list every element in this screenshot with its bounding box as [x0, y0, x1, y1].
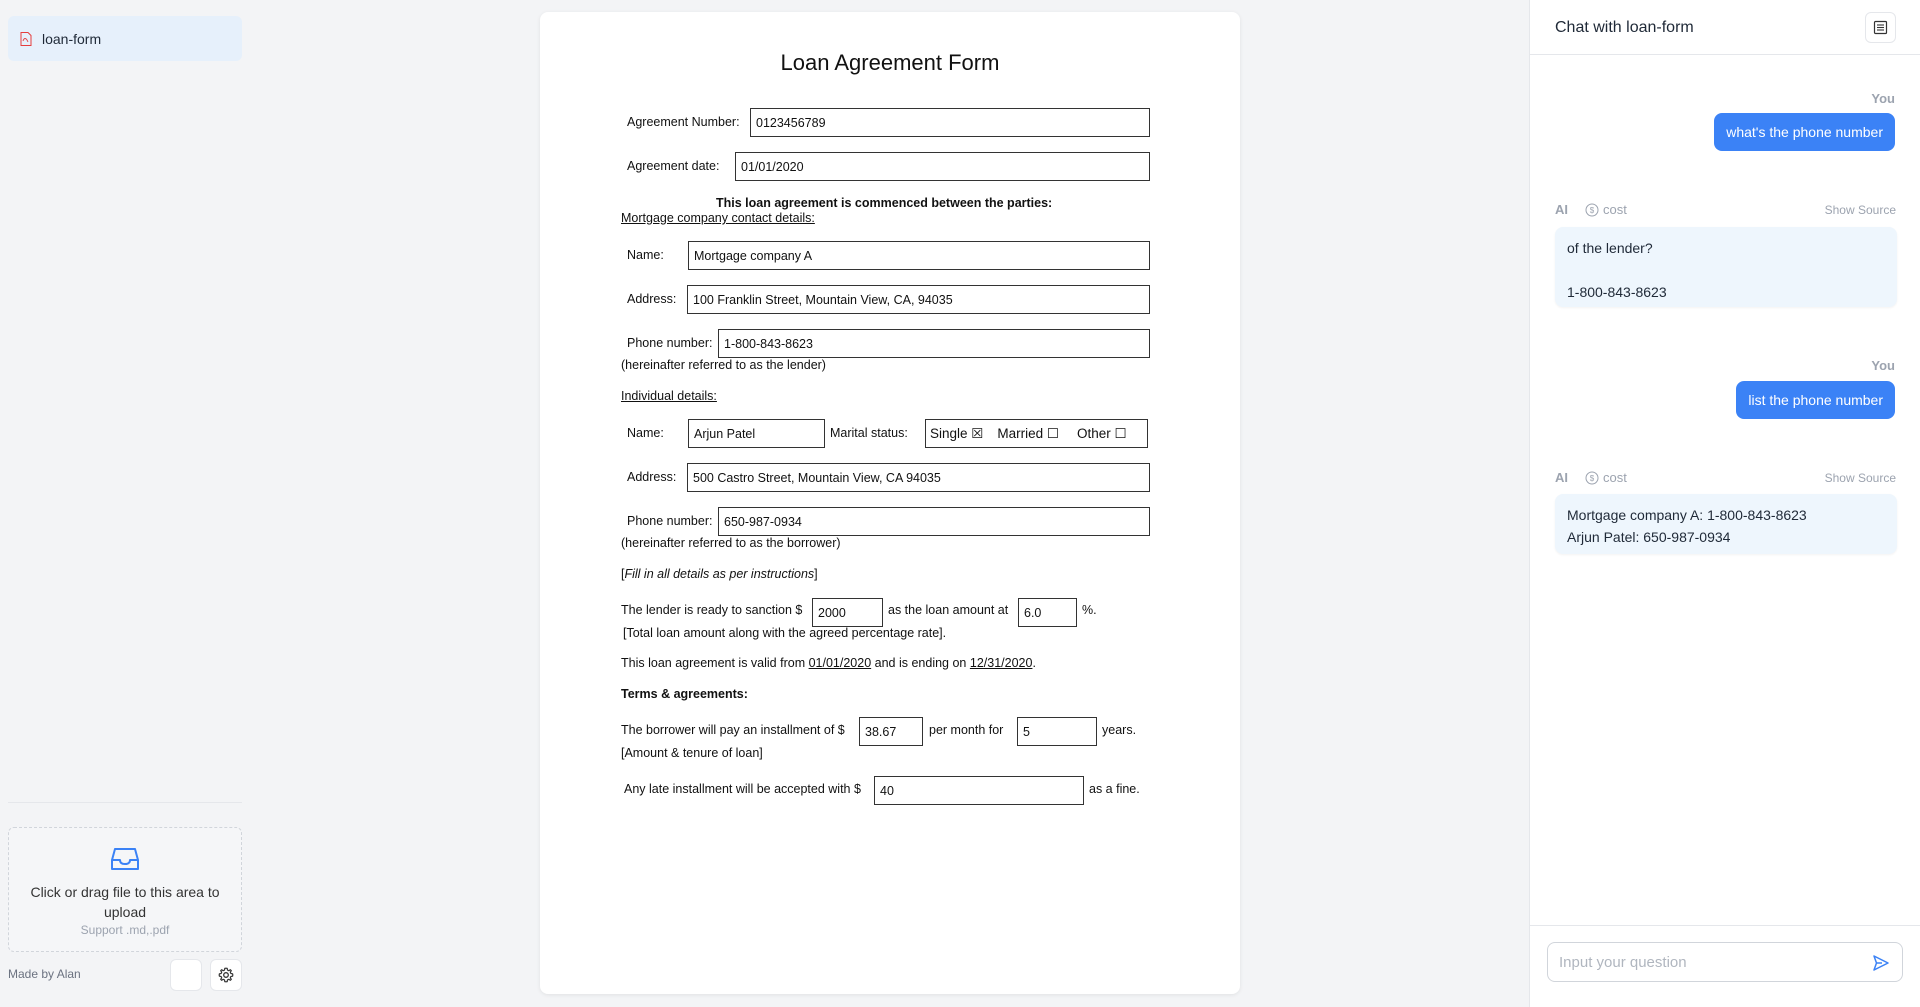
years-field: 5: [1017, 717, 1097, 746]
installment-label: The borrower will pay an installment of $: [621, 723, 845, 737]
fill-note-open: [: [621, 567, 625, 581]
pdf-document-page: [540, 12, 1240, 994]
sidebar-divider: [8, 802, 242, 803]
user-message: what's the phone number: [1714, 113, 1895, 151]
loan-amount-at-label: as the loan amount at: [888, 603, 1009, 617]
valid-from-date: 01/01/2020: [808, 656, 872, 670]
user-label: You: [1871, 358, 1895, 373]
ai-message-line: Mortgage company A: 1-800-843-8623: [1567, 507, 1807, 523]
send-button[interactable]: [1870, 952, 1892, 974]
lender-name-label: Name:: [627, 248, 664, 262]
fill-note-close: ]: [814, 567, 818, 581]
ai-message: [1555, 494, 1897, 554]
show-source-link[interactable]: Show Source: [1824, 203, 1896, 217]
dollar-circle-icon: [1585, 203, 1599, 217]
chat-panel: [1529, 0, 1920, 1007]
lender-section-heading: Mortgage company contact details:: [621, 211, 815, 225]
ai-message-line: Arjun Patel: 650-987-0934: [1567, 529, 1731, 545]
lender-address-label: Address:: [627, 292, 677, 306]
borrower-note: (hereinafter referred to as the borrower): [621, 536, 841, 550]
marital-married: Married ☐: [997, 425, 1060, 441]
upload-text: Click or drag file to this area to upload: [30, 884, 220, 920]
sidebar: [0, 0, 250, 1007]
lender-name-field: Mortgage company A: [688, 241, 1150, 270]
cost-label: cost: [1603, 202, 1627, 217]
marital-other: Other ☐: [1077, 425, 1127, 441]
lender-phone-field: 1-800-843-8623: [718, 329, 1150, 358]
ai-message-line: of the lender?: [1567, 240, 1653, 256]
total-loan-note: [Total loan amount along with the agreed percentage rate].: [623, 626, 947, 640]
borrower-phone-field: 650-987-0934: [718, 507, 1150, 536]
percent-label: %.: [1082, 603, 1097, 617]
ai-label: AI: [1555, 202, 1568, 217]
lender-address-field: 100 Franklin Street, Mountain View, CA, 94035: [687, 285, 1150, 314]
fine-field: 40: [874, 776, 1084, 805]
valid-to-date: 12/31/2020: [969, 656, 1033, 670]
marital-status-field: [925, 419, 1148, 448]
valid-end: .: [1032, 656, 1036, 670]
borrower-name-label: Name:: [627, 426, 664, 440]
agreement-number-label: Agreement Number:: [627, 115, 740, 129]
sanction-amount-field: 2000: [812, 598, 883, 627]
settings-button[interactable]: [210, 959, 242, 991]
late-installment-label: Any late installment will be accepted with $: [624, 782, 861, 796]
per-month-label: per month for: [929, 723, 1004, 737]
blank-button[interactable]: [170, 959, 202, 991]
inbox-icon: [111, 846, 139, 872]
marital-single: Single ☒: [930, 425, 984, 441]
document-list-button[interactable]: [1865, 12, 1896, 43]
valid-pre: This loan agreement is valid from: [621, 656, 806, 670]
show-source-link[interactable]: Show Source: [1824, 471, 1896, 485]
cost-indicator[interactable]: [1585, 470, 1627, 485]
chat-header: [1530, 0, 1920, 55]
agreement-number-field: 0123456789: [750, 108, 1150, 137]
sanction-label: The lender is ready to sanction $: [621, 603, 803, 617]
ai-label: AI: [1555, 470, 1568, 485]
gear-icon: [218, 967, 234, 983]
made-by-label: Made by Alan: [8, 967, 81, 981]
fill-instructions-note: [621, 567, 818, 581]
chat-title: Chat with loan-form: [1555, 19, 1694, 36]
user-message: list the phone number: [1736, 381, 1895, 419]
borrower-phone-label: Phone number:: [627, 514, 713, 528]
terms-heading: Terms & agreements:: [621, 687, 748, 701]
upload-hint: Support .md,.pdf: [80, 923, 170, 937]
dollar-circle-icon: [1585, 471, 1599, 485]
borrower-address-field: 500 Castro Street, Mountain View, CA 94035: [687, 463, 1150, 492]
ai-message-header: [1555, 470, 1896, 486]
parties-heading: This loan agreement is commenced between the parties:: [716, 196, 1053, 210]
file-item-loan-form[interactable]: [8, 16, 242, 61]
validity-sentence: [621, 656, 1036, 670]
ai-message-header: [1555, 202, 1896, 218]
document-title: Loan Agreement Form: [780, 50, 1000, 75]
ai-message: [1555, 227, 1897, 307]
cost-label: cost: [1603, 470, 1627, 485]
file-name: loan-form: [42, 30, 102, 47]
ai-message-line: 1-800-843-8623: [1567, 284, 1667, 300]
send-icon: [1872, 954, 1890, 972]
fine-suffix: as a fine.: [1089, 782, 1140, 796]
pdf-file-icon: [20, 32, 32, 46]
rate-field: 6.0: [1018, 598, 1077, 627]
installment-field: 38.67: [859, 717, 923, 746]
valid-mid: and is ending on: [874, 656, 967, 670]
list-icon: [1873, 20, 1888, 35]
cost-indicator[interactable]: [1585, 202, 1627, 217]
svg-text:$: $: [1589, 205, 1595, 215]
years-label: years.: [1102, 723, 1137, 737]
user-label: You: [1871, 91, 1895, 106]
lender-note: (hereinafter referred to as the lender): [621, 358, 826, 372]
agreement-date-field: 01/01/2020: [735, 152, 1150, 181]
borrower-name-field: Arjun Patel: [688, 419, 825, 448]
marital-status-label: Marital status:: [830, 426, 908, 440]
borrower-address-label: Address:: [627, 470, 677, 484]
amount-tenure-note: [Amount & tenure of loan]: [621, 746, 763, 760]
svg-text:$: $: [1589, 473, 1595, 483]
individual-section-heading: Individual details:: [621, 389, 717, 403]
upload-dropzone[interactable]: [8, 827, 242, 952]
lender-phone-label: Phone number:: [627, 336, 713, 350]
fill-note-text: Fill in all details as per instructions: [624, 567, 815, 581]
question-input[interactable]: [1547, 942, 1903, 982]
agreement-date-label: Agreement date:: [627, 159, 720, 173]
chat-footer-divider: [1530, 925, 1920, 926]
